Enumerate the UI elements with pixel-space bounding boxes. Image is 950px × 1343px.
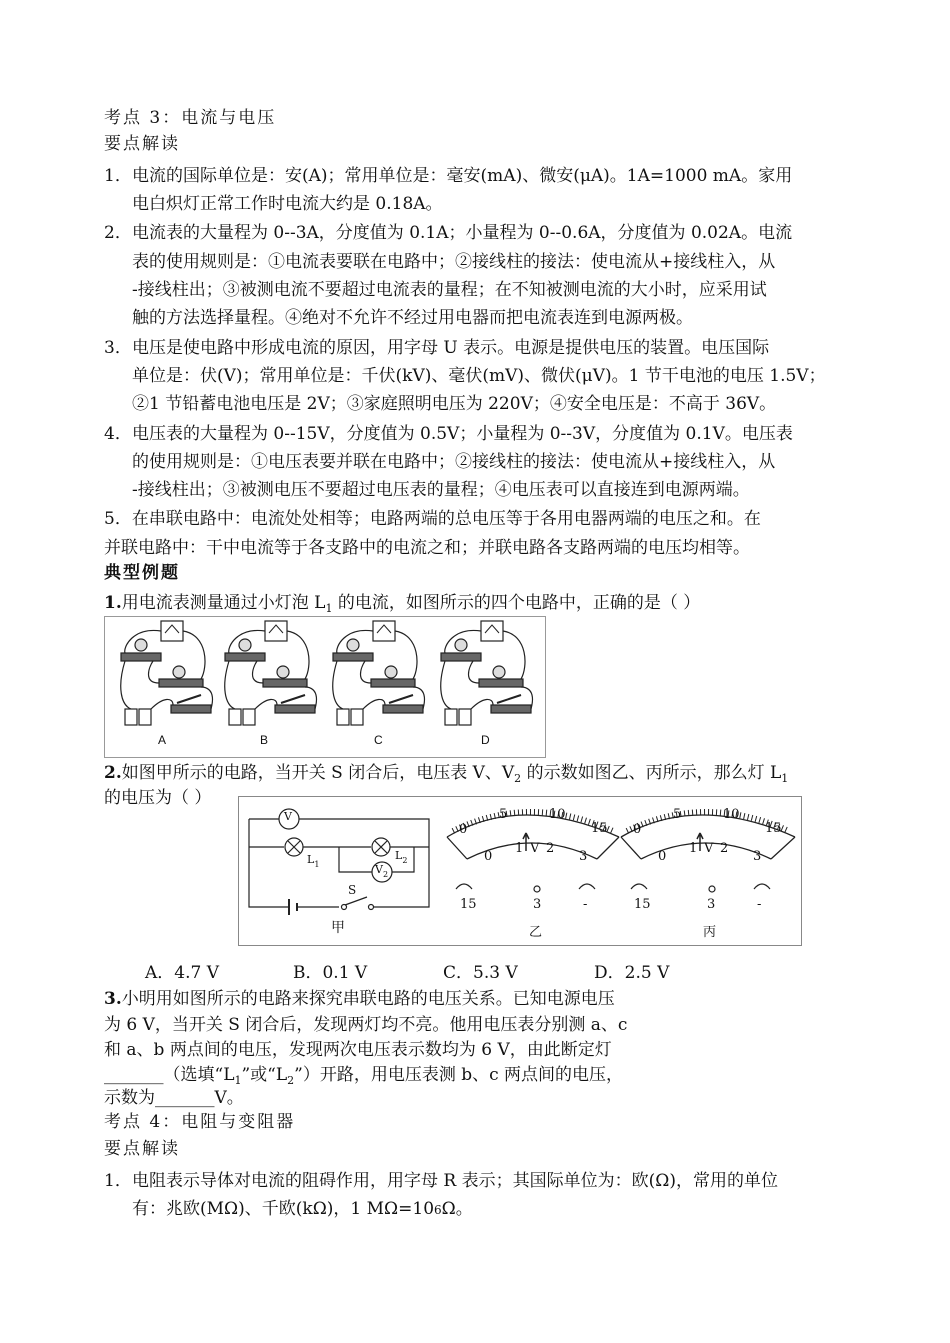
question-1: 1.用电流表测量通过小灯泡 $L_1$ 的电流，如图所示的四个电路中，正确的是（ ）	[104, 593, 701, 615]
scale-top-10: 10	[723, 807, 740, 822]
voltmeter-v-label: V	[284, 810, 292, 823]
scale-bottom-2: 2	[720, 841, 729, 856]
figure-bing-label: 丙	[703, 925, 717, 940]
option-c: C．5.3 V	[443, 963, 518, 983]
item-text: -接线柱出；③被测电流不要超过电流表的量程；在不知被测电流的大小时，应采用试	[132, 280, 767, 300]
question-3-line: 示数为_______V。	[104, 1088, 244, 1108]
item-text: -接线柱出；③被测电压不要超过电压表的量程；④电压表可以直接连到电源两端。	[132, 480, 750, 500]
item-text: 电白炽灯正常工作时电流大约是 0.18A。	[132, 194, 443, 214]
item-text: 并联电路中：干中电流等于各支路中的电流之和；并联电路各支路两端的电压均相等。	[104, 538, 750, 558]
scale-top-10: 10	[549, 807, 566, 822]
option-d: D．2.5 V	[594, 963, 670, 983]
circuit-c	[333, 621, 425, 725]
question-3-line: _______（选填“$L_1$”或“$L_2$”）开路，用电压表测 b、c 两点间的电压，	[104, 1065, 624, 1087]
voltmeter-diagram	[239, 797, 801, 945]
terminal-3: 3	[533, 897, 542, 912]
item-text: 的使用规则是：①电压表要并联在电路中；②接线柱的接法：使电流从+接线柱入，从	[132, 452, 776, 472]
item-number: 1．	[104, 1171, 132, 1191]
question-3: 3.小明用如图所示的电路来探究串联电路的电压关系。已知电源电压	[104, 989, 615, 1009]
voltmeter-v2-label: $V_2$	[375, 863, 389, 879]
terminal-minus: -	[757, 897, 762, 912]
item-text: 5．在串联电路中：电流处处相等；电路两端的总电压等于各用电器两端的电压之和。在	[104, 509, 761, 529]
section-title: 考点 4：电阻与变阻器	[104, 1112, 296, 1132]
question-2-line2: 的电压为（ ）	[104, 788, 212, 808]
circuit-b	[225, 621, 317, 725]
scale-bottom-1: 1	[515, 841, 524, 856]
label-d: D	[481, 733, 490, 747]
scale-top-0: 0	[633, 822, 642, 837]
item-text: 电压表的大量程为 0--15V，分度值为 0.5V；小量程为 0--3V，分度值为 0.1V。电压表	[132, 424, 793, 444]
key-points-heading: 要点解读	[104, 134, 180, 154]
scale-bottom-3: 3	[753, 849, 762, 864]
terminal-3: 3	[707, 897, 716, 912]
scale-bottom-2: 2	[546, 841, 555, 856]
question-number: 2.	[104, 763, 122, 783]
lamp-l1-label: $L_1$	[307, 853, 320, 869]
option-b: B．0.1 V	[293, 963, 368, 983]
circuit-figure-q2	[238, 796, 802, 946]
lamp-l2-label: $L_2$	[395, 849, 408, 865]
item-text: 有：兆欧(MΩ)、千欧(kΩ)，1 MΩ=106Ω。	[132, 1199, 473, 1219]
figure-yi-label: 乙	[529, 925, 543, 940]
option-a: A．4.7 V	[145, 963, 219, 983]
circuit-figure-q1	[104, 616, 546, 758]
examples-heading: 典型例题	[104, 563, 180, 583]
scale-top-0: 0	[459, 822, 468, 837]
scale-unit: V	[530, 841, 540, 856]
item-text: 电流表的大量程为 0--3A，分度值为 0.1A；小量程为 0--0.6A，分度值为 0.02A。电流	[132, 223, 793, 243]
section-title: 考点 3：电流与电压	[104, 108, 277, 128]
item-text: 表的使用规则是：①电流表要联在电路中；②接线柱的接法：使电流从+接线柱入，从	[132, 252, 776, 272]
item-text: 电阻表示导体对电流的阻碍作用，用字母 R 表示；其国际单位为：欧(Ω)，常用的单位	[132, 1171, 778, 1191]
question-3-line: 和 a、b 两点间的电压，发现两次电压表示数均为 6 V，由此断定灯	[104, 1040, 612, 1060]
item-number: 1．	[104, 166, 132, 186]
terminal-minus: -	[583, 897, 588, 912]
key-points-heading: 要点解读	[104, 1139, 180, 1159]
circuit-labels	[105, 733, 545, 753]
item-number: 3．	[104, 338, 132, 358]
item-number: 4．	[104, 424, 132, 444]
item-text: 电流的国际单位是：安(A)；常用单位是：毫安(mA)、微安(μA)。1A=1000 mA。家用	[132, 166, 793, 186]
question-2: 2.如图甲所示的电路，当开关 S 闭合后，电压表 V、$V_2$ 的示数如图乙、丙所示，那么灯 $L_1$	[104, 763, 789, 785]
label-b: B	[260, 733, 269, 747]
label-c: C	[374, 733, 383, 747]
scale-bottom-0: 0	[484, 849, 493, 864]
item-text: 电压是使电路中形成电流的原因，用字母 U 表示。电源是提供电压的装置。电压国际	[132, 338, 770, 358]
scale-unit: V	[704, 841, 714, 856]
scale-top-5: 5	[499, 807, 508, 822]
label-a: A	[158, 733, 167, 747]
scale-bottom-1: 1	[689, 841, 698, 856]
item-text: 触的方法选择量程。④绝对不允许不经过用电器而把电流表连到电源两极。	[132, 308, 693, 328]
terminal-15: 15	[634, 897, 651, 912]
circuit-a	[121, 621, 213, 725]
question-number: 3.	[104, 989, 122, 1009]
question-3-line: 为 6 V，当开关 S 闭合后，发现两灯均不亮。他用电压表分别测 a、c	[104, 1015, 628, 1035]
terminal-15: 15	[460, 897, 477, 912]
item-text: 单位是：伏(V)；常用单位是：千伏(kV)、毫伏(mV)、微伏(μV)。1 节干电池的电压 1.5V；	[132, 366, 826, 386]
scale-bottom-3: 3	[579, 849, 588, 864]
scale-bottom-0: 0	[658, 849, 667, 864]
item-text: ②1 节铅蓄电池电压是 2V；③家庭照明电压为 220V；④安全电压是：不高于 36V。	[132, 394, 777, 414]
scale-top-15: 15	[765, 821, 782, 836]
figure-jia-label: 甲	[331, 920, 345, 936]
circuit-d	[441, 621, 533, 725]
scale-top-15: 15	[591, 821, 608, 836]
item-number: 2．	[104, 223, 132, 243]
scale-top-5: 5	[673, 807, 682, 822]
question-number: 1.	[104, 593, 122, 613]
switch-s-label: S	[348, 883, 357, 897]
